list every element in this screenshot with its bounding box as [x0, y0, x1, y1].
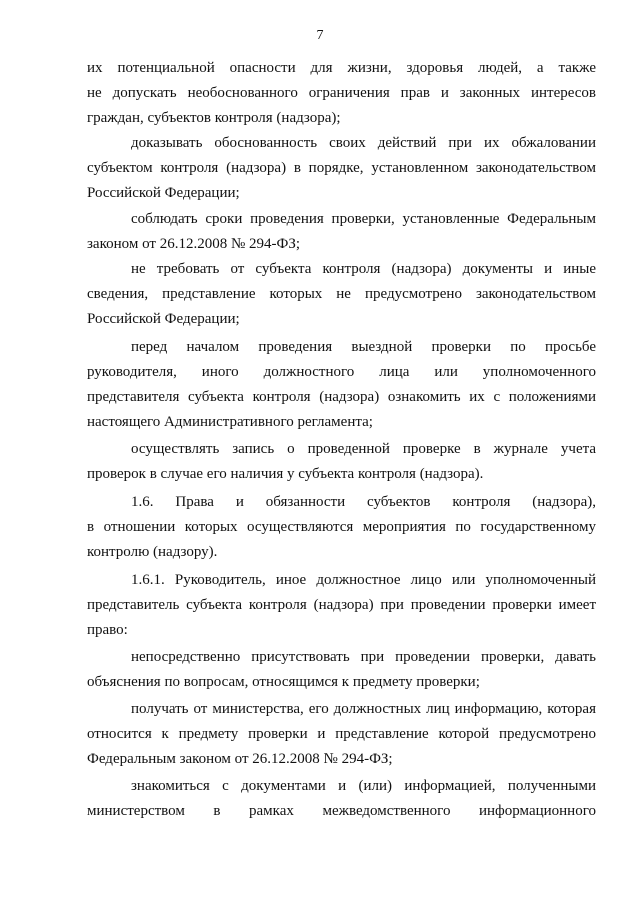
text-line: в отношении которых осуществляются мероприятия по государственному — [87, 519, 596, 535]
text-line: не допускать необоснованного ограничения прав и законных интересов — [87, 85, 596, 101]
text-line: законом от 26.12.2008 № 294-ФЗ; — [87, 236, 301, 252]
text-line: представитель субъекта контроля (надзора) при проведении проверки имеет — [87, 597, 596, 613]
text-line: сведения, представление которых не предусмотрено законодательством — [87, 286, 596, 302]
text-line: представителя субъекта контроля (надзора) ознакомить их с положениями — [87, 389, 596, 405]
text-line: знакомиться с документами и (или) информацией, полученными — [131, 778, 596, 794]
text-line: осуществлять запись о проведенной проверке в журнале учета — [131, 441, 596, 457]
section-heading-line: 1.6. Права и обязанности субъектов контроля (надзора), — [131, 494, 596, 510]
text-line: перед началом проведения выездной проверки по просьбе — [131, 339, 596, 355]
text-line: Российской Федерации; — [87, 185, 240, 201]
text-line: непосредственно присутствовать при проведении проверки, давать — [131, 649, 596, 665]
text-line: их потенциальной опасности для жизни, здоровья людей, а также — [87, 60, 596, 76]
text-line: соблюдать сроки проведения проверки, установленные Федеральным — [131, 211, 596, 227]
text-line: объяснения по вопросам, относящимся к предмету проверки; — [87, 674, 480, 690]
section-heading-line: 1.6.1. Руководитель, иное должностное лицо или уполномоченный — [131, 572, 596, 588]
text-line: относится к предмету проверки и представление которой предусмотрено — [87, 726, 596, 742]
text-line: доказывать обоснованность своих действий при их обжаловании — [131, 135, 596, 151]
text-line: Федеральным законом от 26.12.2008 № 294-ФЗ; — [87, 751, 393, 767]
text-line: получать от министерства, его должностных лиц информацию, которая — [131, 701, 596, 717]
text-line: министерством в рамках межведомственного информационного — [87, 803, 596, 819]
text-line: субъектом контроля (надзора) в порядке, установленном законодательством — [87, 160, 596, 176]
text-line: настоящего Административного регламента; — [87, 414, 373, 430]
text-line: граждан, субъектов контроля (надзора); — [87, 110, 341, 126]
text-line: право: — [87, 622, 128, 638]
text-line: не требовать от субъекта контроля (надзора) документы и иные — [131, 261, 596, 277]
page-number: 7 — [316, 28, 324, 43]
text-line: Российской Федерации; — [87, 311, 240, 327]
text-line: контролю (надзору). — [87, 544, 218, 560]
text-line: руководителя, иного должностного лица или уполномоченного — [87, 364, 596, 380]
text-line: проверок в случае его наличия у субъекта контроля (надзора). — [87, 466, 484, 482]
